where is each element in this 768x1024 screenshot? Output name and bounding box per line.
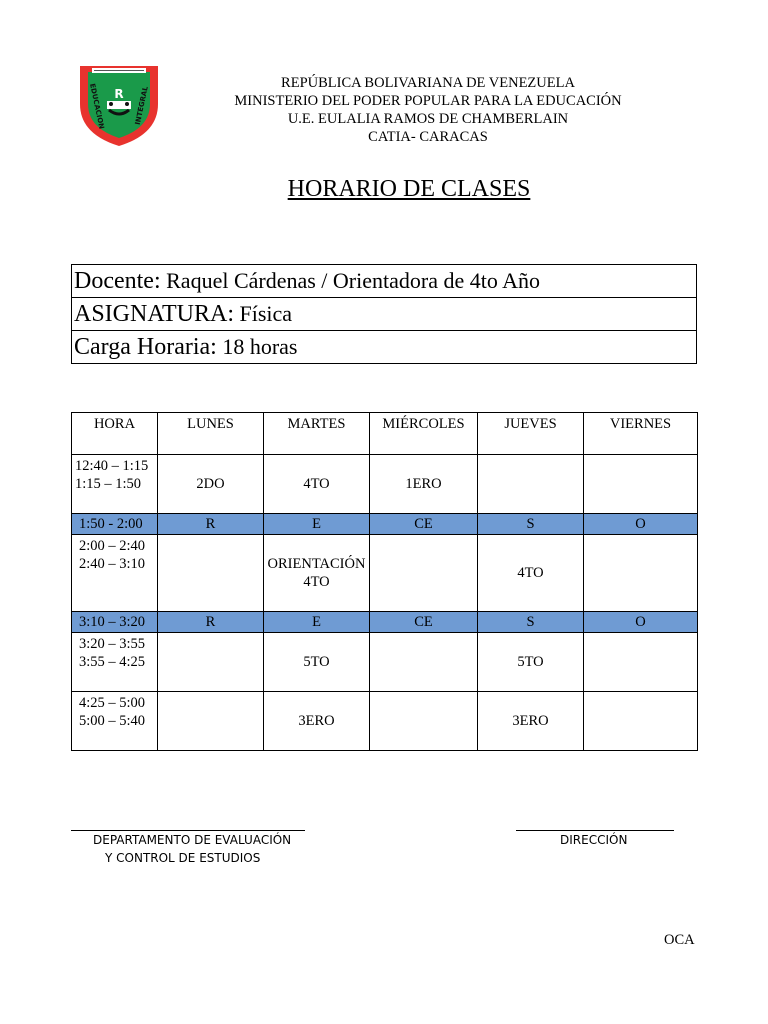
hour-cell: 12:40 – 1:15 1:15 – 1:50 <box>72 455 158 514</box>
header-miercoles: MIÉRCOLES <box>370 413 478 455</box>
header-viernes: VIERNES <box>584 413 698 455</box>
class-cell <box>584 692 698 751</box>
hour-cell: 2:00 – 2:40 2:40 – 3:10 <box>72 535 158 612</box>
schedule-table <box>71 412 698 751</box>
asignatura-row <box>72 298 697 331</box>
school-logo <box>76 64 162 148</box>
header-line-school: U.E. EULALIA RAMOS DE CHAMBERLAIN <box>287 111 569 127</box>
class-cell: 2DO <box>158 455 264 514</box>
header-line-location: CATIA- CARACAS <box>368 129 488 145</box>
schedule-row <box>72 535 698 612</box>
break-cell: R <box>158 514 264 535</box>
break-cell: O <box>584 514 698 535</box>
direction-signature-block <box>516 830 674 849</box>
teacher-info-table <box>71 264 697 364</box>
break-cell: S <box>478 612 584 633</box>
hour-cell: 3:20 – 3:55 3:55 – 4:25 <box>72 633 158 692</box>
break-cell: S <box>478 514 584 535</box>
svg-text:INTEGRAL: INTEGRAL <box>133 85 150 126</box>
class-cell: 1ERO <box>370 455 478 514</box>
class-cell <box>370 535 478 612</box>
break-cell: CE <box>370 514 478 535</box>
break-cell: R <box>158 612 264 633</box>
class-cell: 5TO <box>478 633 584 692</box>
header-hora: HORA <box>72 413 158 455</box>
break-hour-cell: 3:10 – 3:20 <box>72 612 158 633</box>
docente-row <box>72 265 697 298</box>
docente-label: Docente: <box>74 268 161 294</box>
hour-cell: 4:25 – 5:00 5:00 – 5:40 <box>72 692 158 751</box>
class-cell: ORIENTACIÓN 4TO <box>264 535 370 612</box>
header-lunes: LUNES <box>158 413 264 455</box>
evaluation-dept-label: DEPARTAMENTO DE EVALUACIÓN <box>93 833 292 847</box>
institution-header <box>200 74 656 146</box>
evaluation-signature-block <box>71 830 305 867</box>
school-crest-icon <box>76 64 162 148</box>
asignatura-label: ASIGNATURA: <box>74 301 235 327</box>
svg-text:EDUCACION: EDUCACION <box>88 82 106 130</box>
break-row <box>72 612 698 633</box>
break-row <box>72 514 698 535</box>
svg-text:R: R <box>114 87 124 101</box>
control-studies-label: Y CONTROL DE ESTUDIOS <box>105 851 261 865</box>
class-cell <box>584 633 698 692</box>
class-cell <box>584 455 698 514</box>
break-hour-cell: 1:50 - 2:00 <box>72 514 158 535</box>
class-cell <box>158 692 264 751</box>
schedule-row <box>72 633 698 692</box>
direction-label: DIRECCIÓN <box>560 833 628 847</box>
docente-value: Raquel Cárdenas / Orientadora de 4to Año <box>166 268 541 293</box>
header-line-republic: REPÚBLICA BOLIVARIANA DE VENEZUELA <box>281 75 575 91</box>
break-cell: E <box>264 514 370 535</box>
break-cell: O <box>584 612 698 633</box>
class-cell: 3ERO <box>264 692 370 751</box>
carga-value: 18 horas <box>222 334 298 359</box>
class-cell: 3ERO <box>478 692 584 751</box>
class-cell <box>370 692 478 751</box>
class-cell <box>478 455 584 514</box>
break-cell: CE <box>370 612 478 633</box>
class-cell <box>158 535 264 612</box>
class-cell: 5TO <box>264 633 370 692</box>
class-cell: 4TO <box>478 535 584 612</box>
schedule-header-row <box>72 413 698 455</box>
carga-row <box>72 331 697 364</box>
footer-initials: OCA <box>664 932 695 948</box>
header-jueves: JUEVES <box>478 413 584 455</box>
schedule-row <box>72 692 698 751</box>
schedule-row <box>72 455 698 514</box>
break-cell: E <box>264 612 370 633</box>
carga-label: Carga Horaria: <box>74 334 217 360</box>
class-cell <box>370 633 478 692</box>
class-cell <box>584 535 698 612</box>
document-title: HORARIO DE CLASES <box>287 176 531 202</box>
asignatura-value: Física <box>239 301 293 326</box>
header-martes: MARTES <box>264 413 370 455</box>
class-cell: 4TO <box>264 455 370 514</box>
header-line-ministry: MINISTERIO DEL PODER POPULAR PARA LA EDUCACIÓN <box>234 93 622 109</box>
class-cell <box>158 633 264 692</box>
